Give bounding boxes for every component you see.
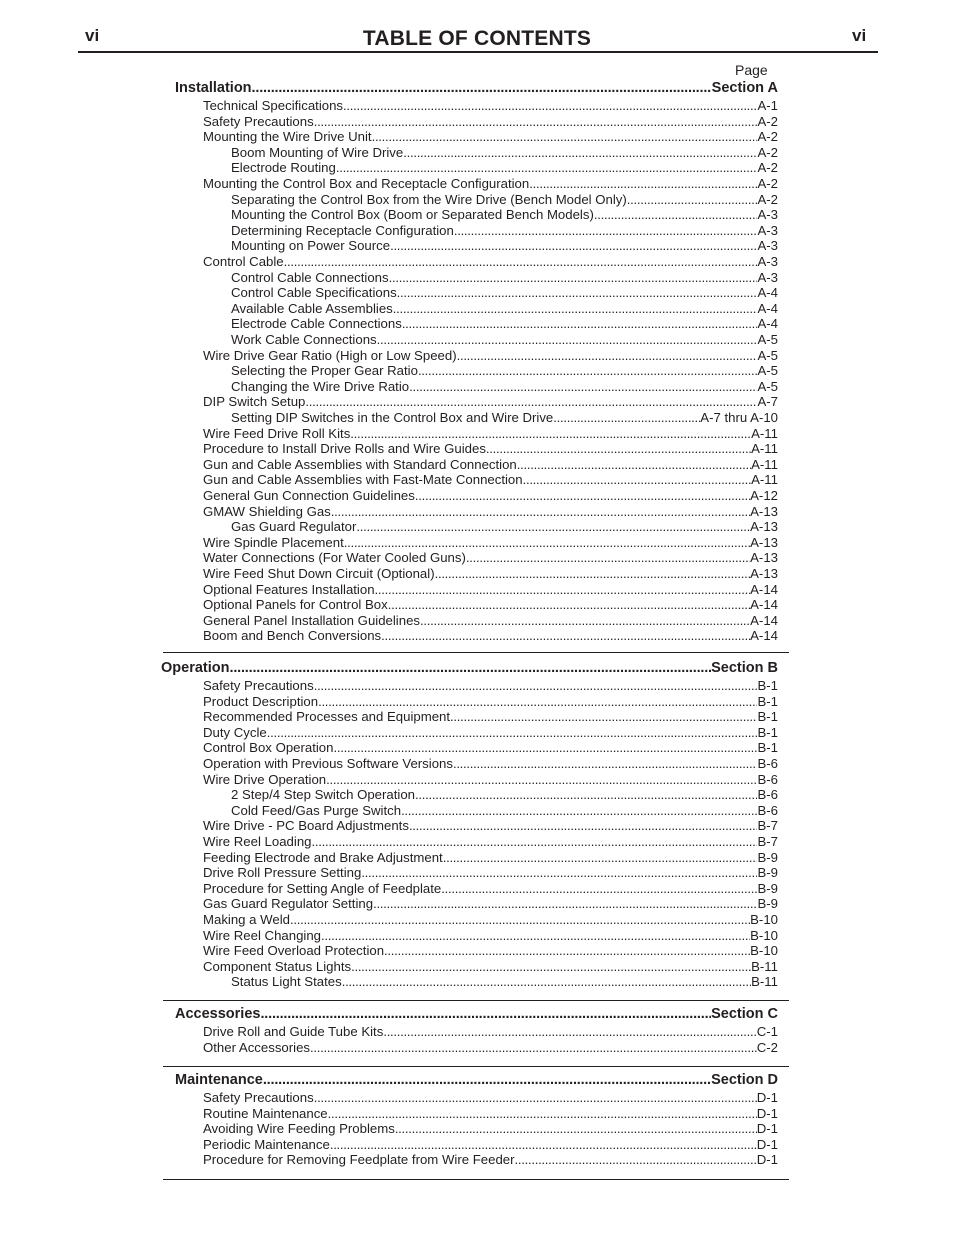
dot-leader	[409, 818, 758, 833]
toc-entry	[203, 613, 778, 629]
toc-entry-label: Operation with Previous Software Versions	[203, 756, 453, 771]
toc-subentry-page: B-6	[757, 787, 778, 803]
toc-subentry-label: Separating the Control Box from the Wire Drive (Bench Model Only)	[231, 191, 627, 207]
toc-subentry-page: A-3	[757, 207, 778, 223]
toc-subentry-label: Available Cable Assemblies	[231, 300, 393, 316]
toc-entry	[203, 943, 778, 959]
toc-entry-page: A-1	[757, 98, 778, 113]
toc-entry-page: B-6	[757, 771, 778, 787]
toc-entry-page: A-11	[751, 472, 778, 488]
toc-entry-label: GMAW Shielding Gas	[203, 503, 331, 519]
toc-subentry	[231, 519, 778, 535]
toc-subentry-label: Gas Guard Regulator	[231, 519, 357, 535]
toc-entry	[203, 694, 778, 710]
section-heading-label: Operation	[161, 660, 230, 676]
toc-subentry	[231, 363, 778, 379]
toc-entry-page: A-14	[750, 628, 778, 644]
dot-leader	[401, 803, 757, 818]
toc-entry-page: B-1	[757, 709, 778, 725]
toc-entry	[203, 912, 778, 928]
dot-leader	[415, 488, 750, 503]
toc-entry-page: A-14	[750, 597, 778, 613]
toc-entry	[203, 628, 778, 644]
dot-leader	[420, 613, 750, 628]
toc-entry-page: A-7	[757, 394, 778, 410]
toc-entry	[203, 959, 778, 975]
toc-subentry-page: A-5	[757, 378, 778, 394]
dot-leader	[314, 114, 758, 129]
section-heading	[175, 1072, 778, 1089]
toc-entry	[203, 1137, 778, 1153]
toc-entry	[203, 472, 778, 488]
dot-leader	[529, 176, 757, 191]
toc-entry-page: B-9	[757, 896, 778, 912]
dot-leader	[284, 254, 758, 269]
dot-leader	[381, 628, 750, 643]
dot-leader	[330, 1137, 757, 1152]
toc-entry-page: B-7	[757, 818, 778, 834]
dot-leader	[397, 285, 758, 300]
toc-entry-label: Duty Cycle	[203, 724, 267, 740]
toc-entry-label: Wire Drive - PC Board Adjustments	[203, 818, 409, 834]
section-divider	[163, 1000, 789, 1001]
toc-entry-page: A-2	[757, 176, 778, 191]
dot-leader	[383, 1024, 756, 1039]
dot-leader	[312, 834, 758, 849]
dot-leader	[267, 725, 758, 740]
toc-entry	[203, 725, 778, 741]
dot-leader	[486, 441, 751, 456]
dot-leader	[384, 943, 750, 958]
toc-entry-page: D-1	[756, 1090, 778, 1105]
dot-leader	[350, 426, 751, 441]
toc-entry-label: Wire Drive Gear Ratio (High or Low Speed)	[203, 347, 457, 363]
page-title: TABLE OF CONTENTS	[362, 27, 592, 50]
toc-entry-page: A-5	[757, 347, 778, 363]
toc-entry-page: A-11	[751, 456, 778, 472]
dot-leader	[415, 787, 757, 802]
toc-entry-label: Other Accessories	[203, 1039, 311, 1055]
dot-leader	[388, 597, 750, 612]
dot-leader	[331, 504, 750, 519]
toc-entry-page: A-13	[750, 566, 778, 581]
toc-entry-label: Periodic Maintenance	[203, 1136, 330, 1152]
toc-subentry	[231, 285, 778, 301]
toc-subentry	[231, 301, 778, 317]
dot-leader	[305, 394, 757, 409]
dot-leader	[351, 959, 751, 974]
toc-entry	[203, 597, 778, 613]
dot-leader	[310, 1040, 757, 1055]
toc-subentry-label: Boom Mounting of Wire Drive	[231, 144, 404, 160]
dot-leader	[373, 896, 757, 911]
toc-entry-page: A-11	[751, 425, 778, 441]
toc-entry	[203, 834, 778, 850]
toc-entry	[203, 709, 778, 725]
toc-subentry-page: A-5	[757, 363, 778, 379]
toc-entry	[203, 348, 778, 364]
toc-entry	[203, 865, 778, 881]
dot-leader	[395, 1121, 757, 1136]
toc-entry	[203, 504, 778, 520]
dot-leader	[594, 207, 758, 222]
toc-subentry-page: A-13	[750, 519, 778, 535]
toc-subentry-page: B-6	[757, 802, 778, 818]
dot-leader	[389, 270, 758, 285]
page-column-label: Page	[735, 62, 768, 78]
toc-entry-label: Procedure for Removing Feedplate from Wire Feeder	[203, 1152, 515, 1168]
toc-entry	[203, 441, 778, 457]
toc-subentry-page: A-5	[757, 332, 778, 347]
section-heading-label: Installation	[175, 80, 252, 96]
toc-entry-page: B-9	[757, 880, 778, 896]
toc-entry-label: Procedure for Setting Angle of Feedplate	[203, 880, 442, 896]
toc-subentry	[231, 270, 778, 286]
toc-entry	[203, 896, 778, 912]
toc-entry-label: Gun and Cable Assemblies with Fast-Mate Connection	[203, 472, 523, 488]
toc-entry	[203, 535, 778, 551]
toc-entry-label: Wire Reel Loading	[203, 834, 312, 849]
dot-leader	[627, 192, 758, 207]
section-heading-page: Section D	[711, 1072, 778, 1088]
toc-entry-page: D-1	[756, 1121, 778, 1137]
dot-leader	[252, 80, 712, 96]
toc-entry-label: Avoiding Wire Feeding Problems	[203, 1121, 395, 1137]
dot-leader	[314, 1090, 757, 1105]
toc-entry-page: B-10	[750, 912, 778, 927]
dot-leader	[314, 678, 758, 693]
toc-subentry-page: A-3	[757, 269, 778, 285]
toc-entry-page: B-10	[750, 927, 778, 943]
toc-entry	[203, 254, 778, 270]
toc-entry-label: Safety Precautions	[203, 678, 314, 693]
toc-subentry-page: B-11	[751, 974, 778, 990]
toc-entry-page: A-12	[750, 488, 778, 503]
section-divider	[163, 1066, 789, 1067]
toc-entry-label: Component Status Lights	[203, 958, 352, 974]
section-heading-label: Accessories	[175, 1006, 261, 1022]
toc-entry-page: B-1	[757, 724, 778, 740]
toc-entry-label: Mounting the Wire Drive Unit	[203, 129, 372, 145]
toc-entry	[203, 426, 778, 442]
toc-entry-label: General Panel Installation Guidelines	[203, 612, 420, 628]
toc-subentry	[231, 787, 778, 803]
toc-entry-page: A-13	[750, 534, 778, 550]
toc-entry	[203, 881, 778, 897]
toc-entry-page: B-9	[757, 849, 778, 865]
toc-subentry	[231, 803, 778, 819]
toc-entry	[203, 457, 778, 473]
toc-entry-label: Drive Roll Pressure Setting	[203, 865, 362, 881]
toc-entry	[203, 394, 778, 410]
section-divider	[163, 1179, 789, 1180]
toc-entry-label: Safety Precautions	[203, 113, 314, 129]
dot-leader	[336, 160, 758, 175]
dot-leader	[517, 457, 751, 472]
dot-leader	[375, 582, 751, 597]
toc-subentry-page: A-2	[757, 144, 778, 160]
toc-subentry-page: A-2	[757, 160, 778, 176]
dot-leader	[403, 145, 757, 160]
dot-leader	[229, 660, 711, 676]
toc-subentry-label: Work Cable Connections	[231, 332, 377, 347]
toc-subentry-label: Selecting the Proper Gear Ratio	[231, 363, 418, 379]
dot-leader	[454, 223, 758, 238]
toc-entry-page: A-2	[757, 113, 778, 129]
dot-leader	[466, 550, 750, 565]
toc-entry-page: A-13	[750, 503, 778, 519]
dot-leader	[441, 881, 757, 896]
dot-leader	[260, 1006, 711, 1022]
toc-entry-label: Wire Feed Drive Roll Kits	[203, 425, 351, 441]
toc-entry	[203, 582, 778, 598]
toc-entry	[203, 928, 778, 944]
toc-entry-page: A-13	[750, 550, 778, 566]
toc-entry-page: A-3	[757, 254, 778, 269]
toc-entry-label: Wire Spindle Placement	[203, 534, 344, 550]
dot-leader	[450, 709, 757, 724]
toc-entry	[203, 1121, 778, 1137]
dot-leader	[457, 348, 758, 363]
toc-entry	[203, 98, 778, 114]
toc-subentry	[231, 332, 778, 348]
dot-leader	[523, 472, 752, 487]
toc-entry-label: Boom and Bench Conversions	[203, 628, 382, 644]
toc-entry-label: DIP Switch Setup	[203, 394, 306, 410]
toc-entry-page: B-1	[757, 693, 778, 709]
section-heading-label: Maintenance	[175, 1072, 263, 1088]
toc-entry	[203, 488, 778, 504]
toc-entry-label: Gun and Cable Assemblies with Standard Connection	[203, 456, 517, 472]
dot-leader	[326, 772, 757, 787]
dot-leader	[393, 301, 758, 316]
toc-entry-label: Recommended Processes and Equipment	[203, 709, 451, 725]
toc-entry-page: A-14	[750, 581, 778, 597]
dot-leader	[342, 974, 751, 989]
toc-entry-label: Wire Feed Overload Protection	[203, 943, 385, 959]
section-divider	[163, 652, 789, 653]
toc-entry-label: Technical Specifications	[203, 98, 344, 113]
dot-leader	[263, 1072, 711, 1088]
toc-entry	[203, 1152, 778, 1168]
section-heading-page: Section B	[711, 660, 778, 676]
toc-subentry	[231, 316, 778, 332]
toc-entry-label: Mounting the Control Box and Receptacle Configuration	[203, 176, 530, 191]
toc-subentry	[231, 192, 778, 208]
toc-subentry-page: A-4	[757, 300, 778, 316]
toc-entry-label: Product Description	[203, 693, 319, 709]
dot-leader	[409, 379, 757, 394]
toc-subentry	[231, 223, 778, 239]
section-heading-page: Section C	[711, 1006, 778, 1022]
toc-entry-label: Wire Reel Changing	[203, 927, 322, 943]
dot-leader	[377, 332, 758, 347]
toc-entry-page: A-14	[750, 612, 778, 628]
toc-subentry-label: Cold Feed/Gas Purge Switch	[231, 802, 402, 818]
toc-subentry	[231, 974, 778, 990]
dot-leader	[453, 756, 758, 771]
toc-subentry	[231, 160, 778, 176]
toc-subentry-label: Changing the Wire Drive Ratio	[231, 378, 410, 394]
toc-entry-label: Control Box Operation	[203, 740, 334, 756]
dot-leader	[443, 850, 758, 865]
toc-entry-label: Drive Roll and Guide Tube Kits	[203, 1024, 384, 1039]
toc-entry	[203, 1040, 778, 1056]
toc-entry	[203, 566, 778, 582]
toc-subentry-page: A-7 thru A-10	[700, 410, 778, 425]
toc-subentry-label: Electrode Cable Connections	[231, 316, 402, 332]
toc-entry-label: Wire Drive Operation	[203, 771, 327, 787]
toc-entry-page: A-2	[757, 129, 778, 145]
toc-entry-label: Control Cable	[203, 254, 284, 269]
dot-leader	[435, 566, 751, 581]
toc-entry	[203, 740, 778, 756]
toc-entry	[203, 772, 778, 788]
toc-entry	[203, 1090, 778, 1106]
toc-entry-page: A-11	[751, 441, 778, 457]
toc-entry-page: C-2	[756, 1039, 778, 1055]
toc-entry-page: B-6	[757, 756, 778, 771]
toc-entry	[203, 1024, 778, 1040]
toc-entry-page: B-10	[750, 943, 778, 959]
toc-subentry-page: A-4	[757, 285, 778, 301]
toc-entry	[203, 756, 778, 772]
toc-subentry-label: Determining Receptacle Configuration	[231, 222, 454, 238]
toc-subentry-label: Control Cable Connections	[231, 269, 389, 285]
dot-leader	[328, 1106, 757, 1121]
dot-leader	[343, 98, 757, 113]
toc-entry	[203, 678, 778, 694]
toc-subentry-page: A-3	[757, 238, 778, 254]
dot-leader	[418, 363, 758, 378]
toc-entry-label: Safety Precautions	[203, 1090, 314, 1105]
section-heading	[161, 660, 778, 677]
dot-leader	[344, 535, 750, 550]
toc-entry-page: D-1	[756, 1136, 778, 1152]
toc-entry-label: Routine Maintenance	[203, 1105, 328, 1121]
toc-subentry	[231, 145, 778, 161]
toc-subentry-page: A-4	[757, 316, 778, 332]
dot-leader	[390, 238, 757, 253]
toc-subentry	[231, 410, 778, 426]
toc-entry-label: Wire Feed Shut Down Circuit (Optional)	[203, 566, 435, 581]
page-number-left: vi	[85, 26, 100, 45]
toc-subentry-label: Mounting the Control Box (Boom or Separated Bench Models)	[231, 207, 594, 223]
toc-entry-label: Optional Panels for Control Box	[203, 597, 388, 613]
toc-subentry	[231, 207, 778, 223]
toc-entry-page: B-7	[757, 834, 778, 849]
dot-leader	[333, 740, 757, 755]
title-rule	[78, 51, 878, 53]
dot-leader	[321, 928, 750, 943]
toc-entry-page: B-9	[757, 865, 778, 881]
dot-leader	[372, 129, 758, 144]
toc-entry	[203, 550, 778, 566]
toc-subentry-label: Control Cable Specifications	[231, 285, 397, 301]
toc-subentry	[231, 238, 778, 254]
toc-entry-page: C-1	[756, 1024, 778, 1039]
toc-subentry-label: Electrode Routing	[231, 160, 336, 176]
dot-leader	[318, 694, 757, 709]
toc-entry-page: D-1	[756, 1152, 778, 1168]
dot-leader	[553, 410, 700, 425]
toc-entry-label: Making a Weld	[203, 912, 290, 927]
toc-entry-label: Water Connections (For Water Cooled Guns)	[203, 550, 466, 566]
toc-entry-page: B-1	[757, 740, 778, 756]
toc-subentry-page: A-2	[757, 191, 778, 207]
toc-subentry-page: A-3	[757, 222, 778, 238]
toc-subentry-label: Mounting on Power Source	[231, 238, 391, 254]
dot-leader	[361, 865, 757, 880]
toc-entry	[203, 1106, 778, 1122]
section-heading-page: Section A	[711, 80, 778, 96]
toc-entry	[203, 850, 778, 866]
toc-entry-label: Procedure to Install Drive Rolls and Wire Guides	[203, 441, 486, 457]
dot-leader	[515, 1152, 757, 1167]
toc-subentry	[231, 379, 778, 395]
section-heading	[175, 1006, 778, 1023]
toc-entry	[203, 818, 778, 834]
toc-entry-label: Gas Guard Regulator Setting	[203, 896, 374, 912]
toc-entry-label: General Gun Connection Guidelines	[203, 488, 415, 503]
toc-entry	[203, 114, 778, 130]
toc-entry	[203, 129, 778, 145]
toc-entry-page: B-1	[757, 678, 778, 693]
toc-entry	[203, 176, 778, 192]
toc-subentry-label: Status Light States	[231, 974, 342, 990]
toc-subentry-label: 2 Step/4 Step Switch Operation	[231, 787, 416, 803]
dot-leader	[356, 519, 750, 534]
toc-entry-page: B-11	[751, 958, 778, 974]
section-heading	[175, 80, 778, 97]
page-number-right: vi	[852, 26, 867, 45]
dot-leader	[402, 316, 758, 331]
toc-entry-label: Optional Features Installation	[203, 581, 375, 597]
toc-entry-page: D-1	[756, 1105, 778, 1121]
toc-subentry-label: Setting DIP Switches in the Control Box and Wire Drive	[231, 410, 554, 425]
dot-leader	[290, 912, 750, 927]
toc-entry-label: Feeding Electrode and Brake Adjustment	[203, 849, 443, 865]
